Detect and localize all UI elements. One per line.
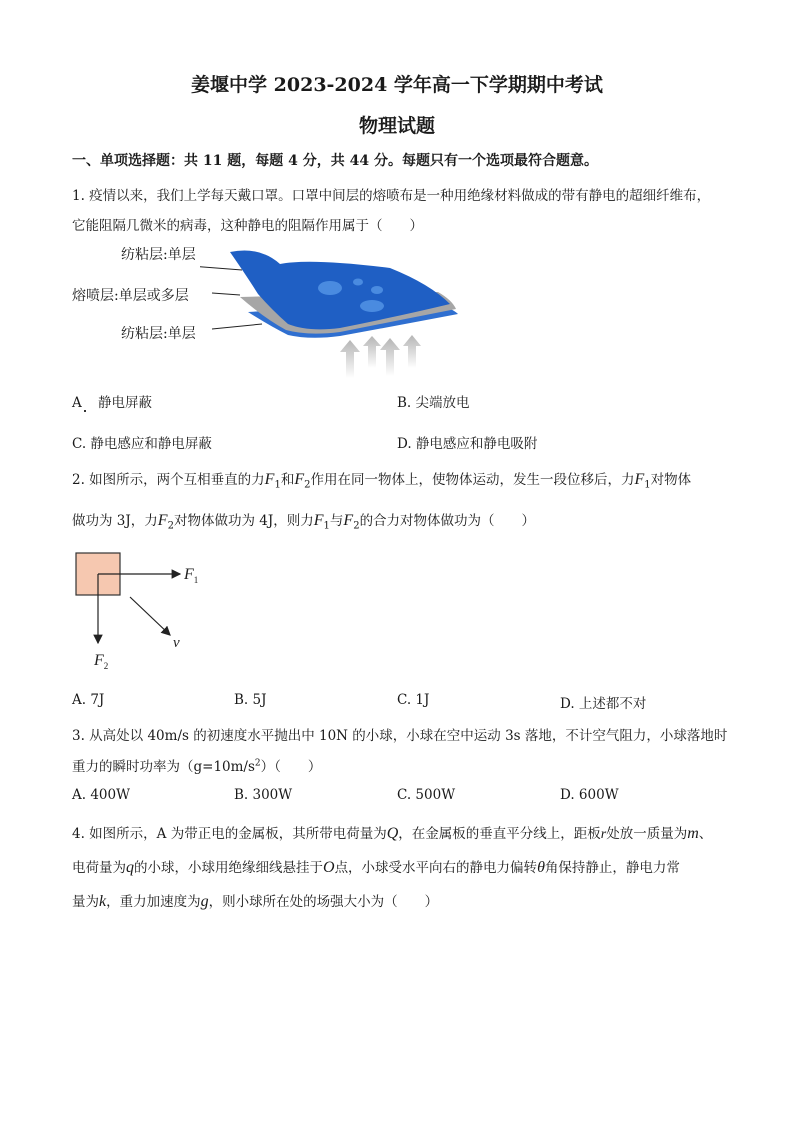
leader-line xyxy=(200,266,242,270)
droplet xyxy=(353,279,363,286)
q1-label-bottom: 纺粘层:单层 xyxy=(121,326,196,342)
velocity-arrow xyxy=(130,597,170,635)
q1-option-a-text: 静电屏蔽 xyxy=(98,395,153,411)
q1-text-line2: 它能阻隔几微米的病毒，这种静电的阻隔作用属于（ ） xyxy=(72,218,423,234)
q3-option-b[interactable]: B. 300W xyxy=(234,787,293,803)
q1-option-c[interactable]: C. 静电感应和静电屏蔽 xyxy=(72,436,212,452)
subject-title: 物理试题 xyxy=(358,115,435,137)
q3-option-c[interactable]: C. 500W xyxy=(397,787,456,803)
q4-text-line3: 量为k，重力加速度为g，则小球所在处的场强大小为（ ） xyxy=(72,893,439,910)
q1-option-b[interactable]: B. 尖端放电 xyxy=(397,395,470,411)
q3-text-line2: 重力的瞬时功率为$(g=10m/s^2)$（ ） xyxy=(72,758,322,775)
q1-option-d[interactable]: D. 静电感应和静电吸附 xyxy=(397,436,538,452)
droplet xyxy=(360,300,384,312)
mask-layers-figure xyxy=(200,240,470,380)
q1-label-top: 纺粘层:单层 xyxy=(121,247,196,263)
v-label: v xyxy=(173,635,180,651)
f1-label: $F_1$ xyxy=(184,566,199,585)
q3-option-a[interactable]: A. 400W xyxy=(72,787,130,803)
q1-text-line1: 1. 疫情以来，我们上学每天戴口罩。口罩中间层的熔喷布是一种用绝缘材料做成的带有静电的超细纤维布， xyxy=(72,188,711,204)
f2-label: $F_2$ xyxy=(94,652,109,671)
airflow-arrows xyxy=(340,335,421,378)
q1-option-a[interactable] xyxy=(72,391,152,411)
q3-text-line1: 3. 从高处以 40m/s 的初速度水平抛出中 10N 的小球，小球在空中运动 3s 落地，不计空气阻力，小球落地时 xyxy=(72,728,728,744)
q2-text-line2: 做功为 3J，力$F_2$对物体做功为 4J，则力$F_1$与$F_2$的合力对物体做功为（ ） xyxy=(72,512,536,532)
q2-option-b[interactable]: B. 5J xyxy=(234,692,267,708)
droplet xyxy=(371,286,383,294)
q4-text-line2: 电荷量为q的小球，小球用绝缘细线悬挂于O点，小球受水平向右的静电力偏转θ角保持静止，静电力常 xyxy=(72,859,680,876)
q1-option-a-letter: A xyxy=(72,395,82,411)
leader-line xyxy=(212,293,240,295)
droplet xyxy=(318,281,342,295)
q4-text-line1: 4. 如图所示，A 为带正电的金属板，其所带电荷量为Q，在金属板的垂直平分线上，距板r处放一质量为m、 xyxy=(72,825,713,842)
q2-option-a[interactable]: A. 7J xyxy=(72,692,105,708)
q2-option-c[interactable]: C. 1J xyxy=(397,692,430,708)
exam-title: 姜堰中学 2023-2024 学年高一下学期期中考试 xyxy=(191,74,603,96)
q2-text-line1: 2. 如图所示，两个互相垂直的力$F_1$和$F_2$作用在同一物体上，使物体运动，发生一段位移后，力$F_1$对物体 xyxy=(72,471,692,491)
q1-label-mid: 熔喷层:单层或多层 xyxy=(72,288,189,304)
section-heading: 一、单项选择题：共 11 题，每题 4 分，共 44 分。每题只有一个选项最符合题意。 xyxy=(72,153,598,169)
leader-line xyxy=(212,324,262,329)
q3-option-d[interactable]: D. 600W xyxy=(560,787,619,803)
q2-option-d[interactable]: D. 上述都不对 xyxy=(560,696,647,712)
force-diagram xyxy=(70,545,220,680)
dot-mark xyxy=(84,410,86,412)
